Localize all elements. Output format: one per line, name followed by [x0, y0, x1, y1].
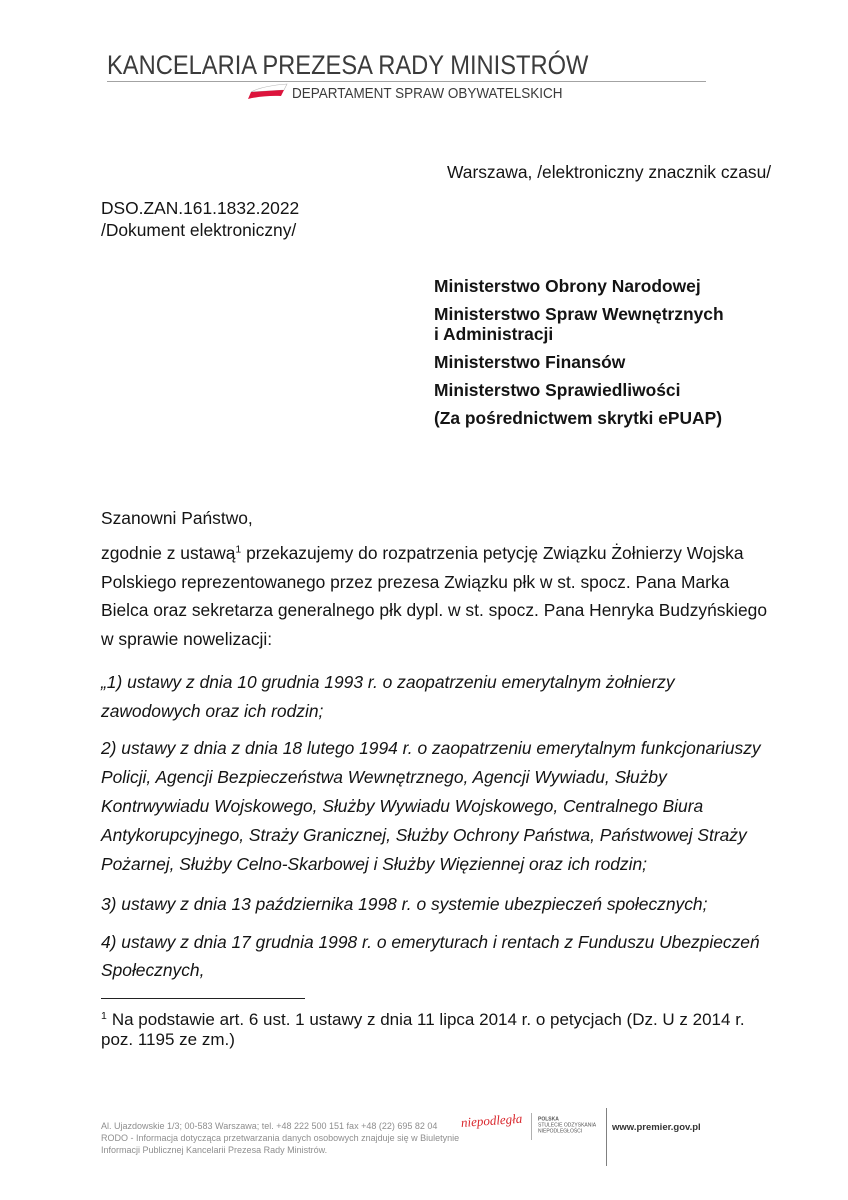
body-text: przekazujemy do rozpatrzenia petycję Związku Żołnierzy Wojska: [241, 543, 744, 563]
act-item: [101, 928, 760, 985]
footnote-marker: 1: [101, 1009, 107, 1022]
recipient: [434, 380, 680, 400]
letterhead-title: KANCELARIA PREZESA RADY MINISTRÓW: [107, 50, 589, 80]
footnote-reference: 1: [235, 543, 242, 556]
recipient-line: Ministerstwo Sprawiedliwości: [434, 380, 681, 400]
salutation: Szanowni Państwo,: [101, 508, 253, 528]
flag-icon: [248, 83, 288, 100]
footnote-line: poz. 1195 ze zm.): [101, 1030, 235, 1049]
footer-divider: [606, 1108, 607, 1166]
act-item: [101, 734, 761, 879]
footnote-separator: [101, 998, 305, 999]
act-item: [101, 668, 675, 727]
act-item-line: Pożarnej, Służby Celno-Skarbowej i Służby Więziennej oraz ich rodzin;: [101, 853, 647, 874]
recipient-line: (Za pośrednictwem skrytki ePUAP): [434, 408, 722, 428]
recipient: [434, 352, 625, 372]
footer-address-line: RODO - Informacja dotycząca przetwarzania danych osobowych znajduje się w Biuletynie: [101, 1133, 460, 1143]
body-text: zgodnie z ustawą: [101, 543, 236, 563]
body-line: Polskiego reprezentowanego przez prezesa Związku płk w st. spocz. Pana Marka: [101, 571, 730, 592]
centenary-line: STULECIE ODZYSKANIA: [538, 1122, 597, 1129]
body-line: [101, 539, 767, 568]
act-item-line: 3) ustawy z dnia 13 października 1998 r. o systemie ubezpieczeń społecznych;: [101, 893, 708, 914]
recipient: [434, 276, 701, 296]
act-item-line: „1) ustawy z dnia 10 grudnia 1993 r. o zaopatrzeniu emerytalnym żołnierzy: [101, 671, 675, 692]
letterhead-department: DEPARTAMENT SPRAW OBYWATELSKICH: [292, 86, 563, 102]
recipient-line: Ministerstwo Finansów: [434, 352, 626, 372]
footer-address: [101, 1120, 459, 1156]
recipient-line: Ministerstwo Spraw Wewnętrznych: [434, 304, 724, 324]
act-item-line: 2) ustawy z dnia z dnia 18 lutego 1994 r. o zaopatrzeniu emerytalnym funkcjonariuszy: [101, 737, 761, 758]
recipient-line: i Administracji: [434, 324, 554, 344]
recipient: [434, 304, 724, 344]
reference-number: DSO.ZAN.161.1832.2022: [101, 198, 300, 218]
act-item-line: Społecznych,: [101, 960, 205, 980]
footnote-line: [101, 1010, 745, 1030]
body-line: w sprawie nowelizacji:: [101, 628, 273, 649]
centenary-logo: [538, 1115, 606, 1136]
niepodlegla-logo: niepodległa: [460, 1110, 523, 1130]
act-item-line: Kontrwywiadu Wojskowego, Służby Wywiadu Wojskowego, Centralnego Biura: [101, 795, 704, 816]
place-date: Warszawa, /elektroniczny znacznik czasu/: [447, 162, 772, 182]
recipient-line: Ministerstwo Obrony Narodowej: [434, 276, 701, 296]
act-item-line: Policji, Agencji Bezpieczeństwa Wewnętrznego, Agencji Wywiadu, Służby: [101, 766, 667, 787]
footnote-text: Na podstawie art. 6 ust. 1 ustawy z dnia 11 lipca 2014 r. o petycjach (Dz. U z 2014 r.: [111, 1010, 745, 1029]
body-paragraph: [101, 539, 767, 653]
centenary-line: POLSKA: [538, 1116, 559, 1123]
act-item-line: zawodowych oraz ich rodzin;: [101, 701, 324, 721]
footer-address-line: Informacji Publicznej Kancelarii Prezesa Rady Ministrów.: [101, 1145, 328, 1155]
act-item-line: Antykorupcyjnego, Straży Granicznej, Służby Ochrony Państwa, Państwowej Straży: [101, 824, 747, 845]
footer-website: www.premier.gov.pl: [612, 1122, 701, 1133]
footer-address-line: Al. Ujazdowskie 1/3; 00-583 Warszawa; tel. +48 222 500 151 fax +48 (22) 695 82 04: [101, 1121, 438, 1131]
reference-note: /Dokument elektroniczny/: [101, 220, 297, 240]
centenary-line: NIEPODLEGŁOŚCI: [538, 1128, 583, 1135]
footer-divider: [531, 1113, 532, 1140]
act-item: [101, 890, 707, 919]
body-line: Bielca oraz sekretarza generalnego płk dypl. w st. spocz. Pana Henryka Budzyńskiego: [101, 600, 768, 620]
reference-block: [101, 197, 299, 241]
act-item-line: 4) ustawy z dnia 17 grudnia 1998 r. o emeryturach i rentach z Funduszu Ubezpieczeń: [101, 931, 760, 952]
recipient: [434, 408, 722, 428]
footnote: [101, 1010, 745, 1050]
letterhead-rule: [107, 81, 706, 82]
